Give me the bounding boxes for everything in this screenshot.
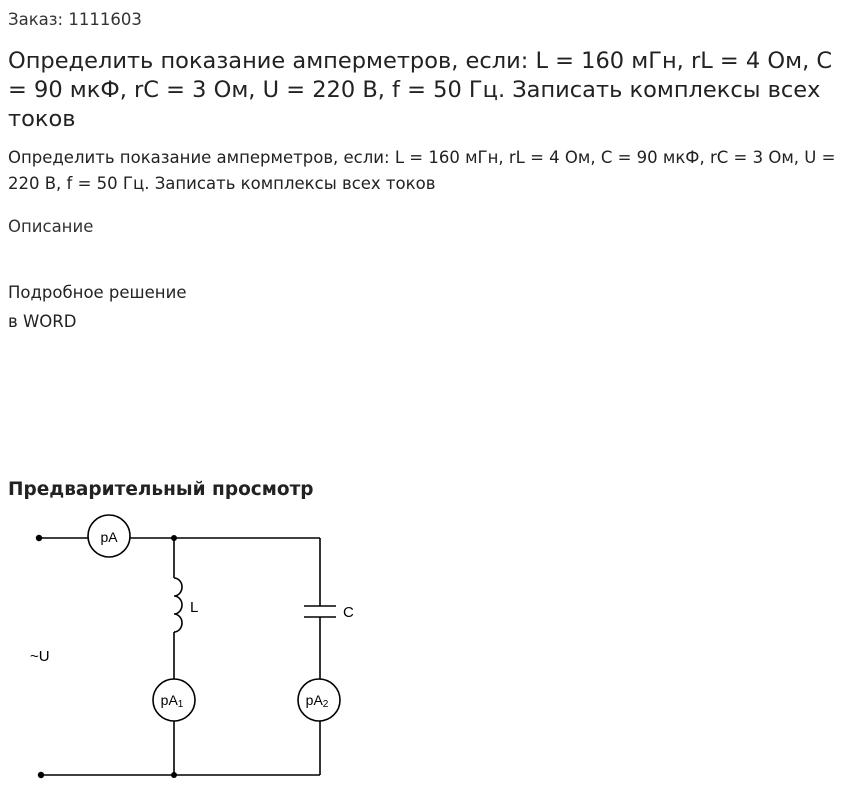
node-top — [171, 535, 177, 541]
node-bottom — [171, 772, 177, 778]
ammeter-2-label: pA2 — [305, 692, 329, 710]
inductor-coil — [174, 578, 182, 632]
description-label: Описание — [8, 217, 94, 236]
order-number: Заказ: 1111603 — [8, 10, 142, 29]
terminal-top — [36, 535, 42, 541]
terminal-bottom — [38, 772, 44, 778]
ammeter-1-label: pA1 — [160, 692, 184, 710]
description-text — [8, 278, 186, 336]
task-text: Определить показание амперметров, если: L = 160 мГн, rL = 4 Ом, C = 90 мкФ, rC = 3 Ом, U = 220 В, f = 50 Гц. Записать комплексы всех токов — [8, 148, 836, 193]
description-line: Подробное решение — [8, 283, 187, 302]
source-label: ~U — [30, 648, 50, 665]
page-title: Определить показание амперметров, если: L = 160 мГн, rL = 4 Ом, C = 90 мкФ, rC = 3 Ом, U = 220 В, f = 50 Гц. Записать комплексы всех токов — [8, 48, 833, 132]
capacitor-label: C — [343, 604, 354, 621]
circuit-diagram — [0, 505, 400, 795]
inductor-label: L — [190, 599, 199, 616]
preview-heading: Предварительный просмотр — [8, 479, 314, 500]
ammeter-main-label: pA — [100, 529, 118, 545]
description-line: в WORD — [8, 312, 77, 331]
